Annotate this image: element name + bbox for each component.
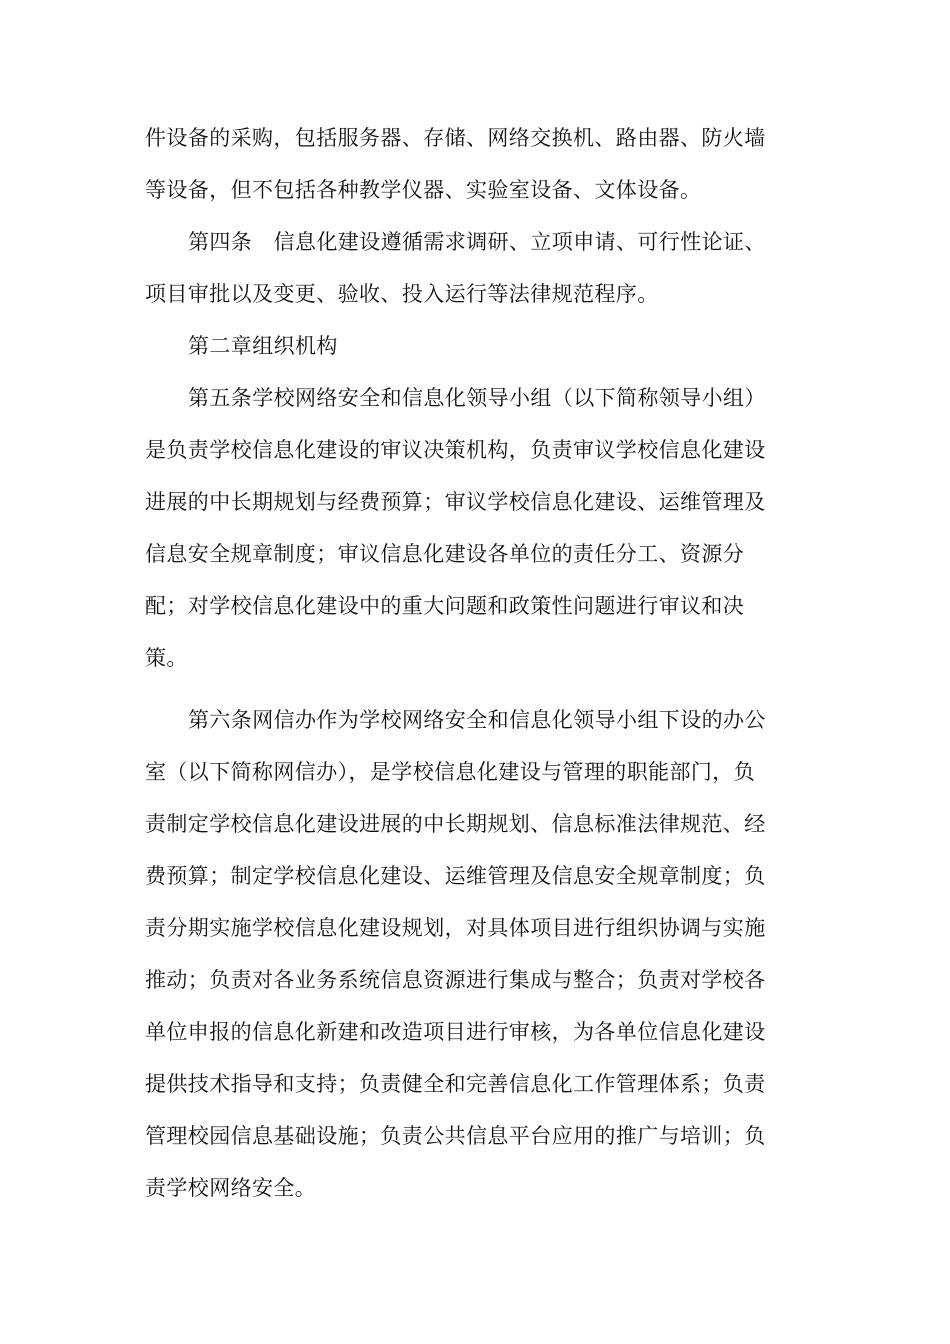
- text-line: 室（以下简称网信办），是学校信息化建设与管理的职能部门，负: [145, 760, 756, 784]
- text-line: 推动；负责对各业务系统信息资源进行集成与整合；负责对学校各: [145, 968, 766, 992]
- text-line: 责学校网络安全。: [145, 1176, 317, 1200]
- chapter-heading: 第二章组织机构: [188, 334, 338, 358]
- text-line: 配；对学校信息化建设中的重大问题和政策性问题进行审议和决: [145, 594, 745, 618]
- text-line: 提供技术指导和支持；负责健全和完善信息化工作管理体系；负责: [145, 1072, 766, 1096]
- text-line: 是负责学校信息化建设的审议决策机构，负责审议学校信息化建设: [145, 438, 766, 462]
- text-line: 项目审批以及变更、验收、投入运行等法律规范程序。: [145, 282, 659, 306]
- document-body: [145, 112, 795, 1214]
- text-line: 信息安全规章制度；审议信息化建设各单位的责任分工、资源分: [145, 542, 745, 566]
- text-line: 等设备，但不包括各种教学仪器、实验室设备、文体设备。: [145, 178, 702, 202]
- article-6-line: 第六条网信办作为学校网络安全和信息化领导小组下设的办公: [188, 708, 766, 732]
- article-4-line: 第四条 信息化建设遵循需求调研、立项申请、可行性论证、: [188, 230, 766, 254]
- text-line: 费预算；制定学校信息化建设、运维管理及信息安全规章制度；负: [145, 864, 766, 888]
- text-line: 单位申报的信息化新建和改造项目进行审核，为各单位信息化建设: [145, 1020, 766, 1044]
- text-line: 责分期实施学校信息化建设规划，对具体项目进行组织协调与实施: [145, 916, 766, 940]
- text-line: 进展的中长期规划与经费预算；审议学校信息化建设、运维管理及: [145, 490, 766, 514]
- text-line: 责制定学校信息化建设进展的中长期规划、信息标准法律规范、经: [145, 812, 766, 836]
- article-5-line: 第五条学校网络安全和信息化领导小组（以下简称领导小组）: [188, 386, 766, 410]
- text-line: 管理校园信息基础设施；负责公共信息平台应用的推广与培训；负: [145, 1124, 766, 1148]
- text-line: 策。: [145, 646, 188, 670]
- text-line: 件设备的采购，包括服务器、存储、网络交换机、路由器、防火墙: [145, 126, 766, 150]
